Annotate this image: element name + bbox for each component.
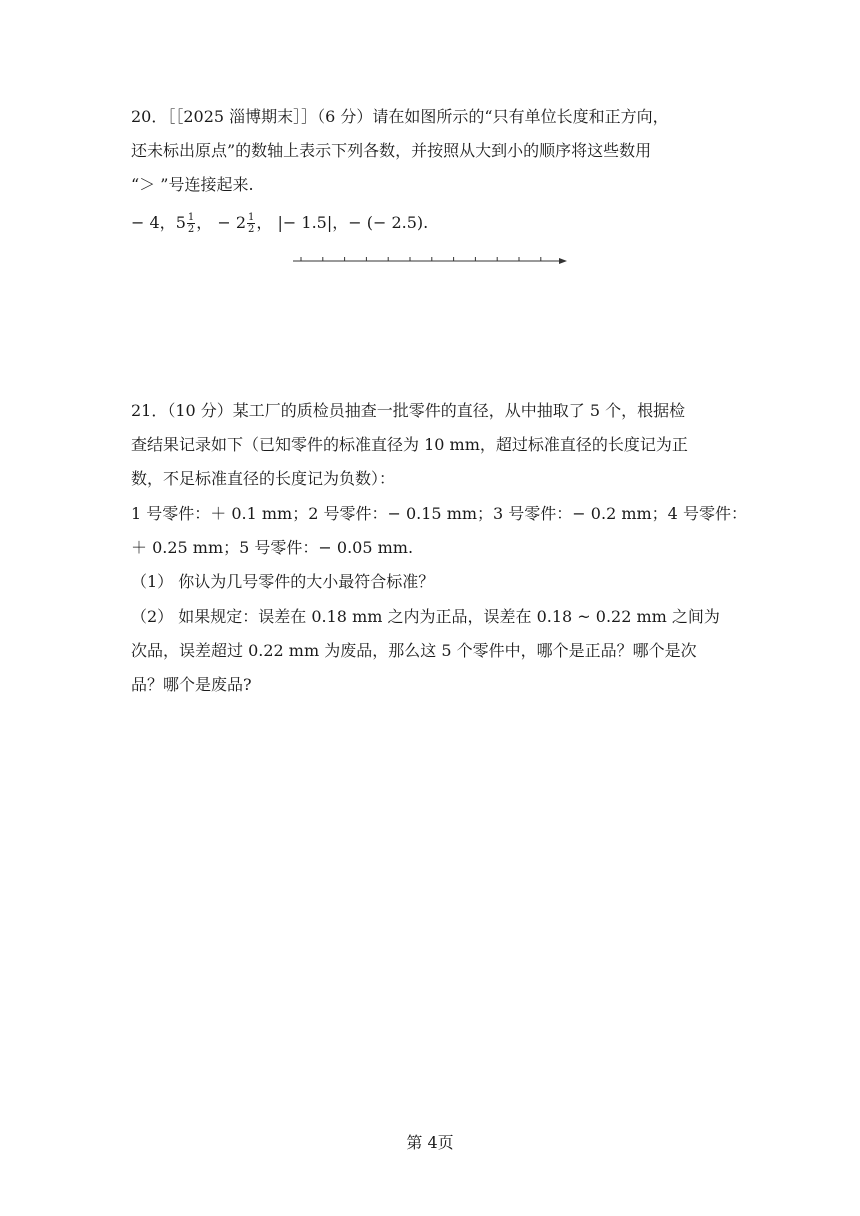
q20-number-2-whole: 5: [175, 213, 186, 232]
q21-part-2-line-3: 品？哪个是废品?: [131, 675, 252, 694]
q20-number-3-whole: − 2: [217, 213, 247, 232]
q21-part-2-line-2: 次品，误差超过 0.22 mm 为废品，那么这 5 个零件中，哪个是正品？哪个是次: [131, 641, 697, 660]
q21-line-5: ＋ 0.25 mm；5 号零件：− 0.05 mm.: [131, 538, 414, 557]
number-line-arrow-icon: [559, 258, 567, 264]
fraction-numerator: 1: [187, 212, 195, 223]
fraction-numerator: 1: [248, 212, 255, 223]
number-line-svg: [293, 252, 569, 270]
page-number: 第 4页: [406, 1133, 454, 1152]
q21-line-2: 查结果记录如下（已知零件的标准直径为 10 mm，超过标准直径的长度记为正: [131, 435, 688, 454]
number-line-ticks: [301, 257, 541, 261]
q20-line-1: 20．［［2025 淄博期末］］（6 分）请在如图所示的“只有单位长度和正方向，: [131, 107, 669, 126]
separator: ，: [196, 213, 213, 232]
q20-number-rest: |− 1.5|，− (− 2.5).: [277, 213, 429, 232]
q21-line-3: 数，不足标准直径的长度记为负数）：: [131, 469, 396, 488]
q20-number-1: − 4，: [131, 213, 176, 232]
number-line: [293, 252, 569, 270]
separator: ，: [256, 213, 273, 232]
q20-line-3: “＞ ”号连接起来.: [131, 175, 254, 194]
q20-number-3: [217, 212, 256, 235]
q21-part-1: （1） 你认为几号零件的大小最符合标准？: [131, 572, 435, 591]
q21-line-4: 1 号零件：＋ 0.1 mm；2 号零件：− 0.15 mm；3 号零件：− 0.2 mm；4 号零件：: [131, 504, 747, 523]
q20-number-2-fraction: [187, 212, 195, 235]
q20-line-2: 还未标出原点”的数轴上表示下列各数，并按照从大到小的顺序将这些数用: [131, 141, 652, 160]
q21-line-1: 21．（10 分）某工厂的质检员抽查一批零件的直径，从中抽取了 5 个，根据检: [131, 401, 686, 420]
q20-number-2: [175, 212, 197, 235]
q21-part-2-line-1: （2） 如果规定：误差在 0.18 mm 之内为正品，误差在 0.18 ~ 0.22 mm 之间为: [131, 607, 720, 626]
q20-number-list: [131, 212, 428, 235]
fraction-denominator: 2: [248, 224, 255, 235]
fraction-denominator: 2: [187, 224, 195, 235]
q20-number-3-fraction: [247, 212, 255, 235]
